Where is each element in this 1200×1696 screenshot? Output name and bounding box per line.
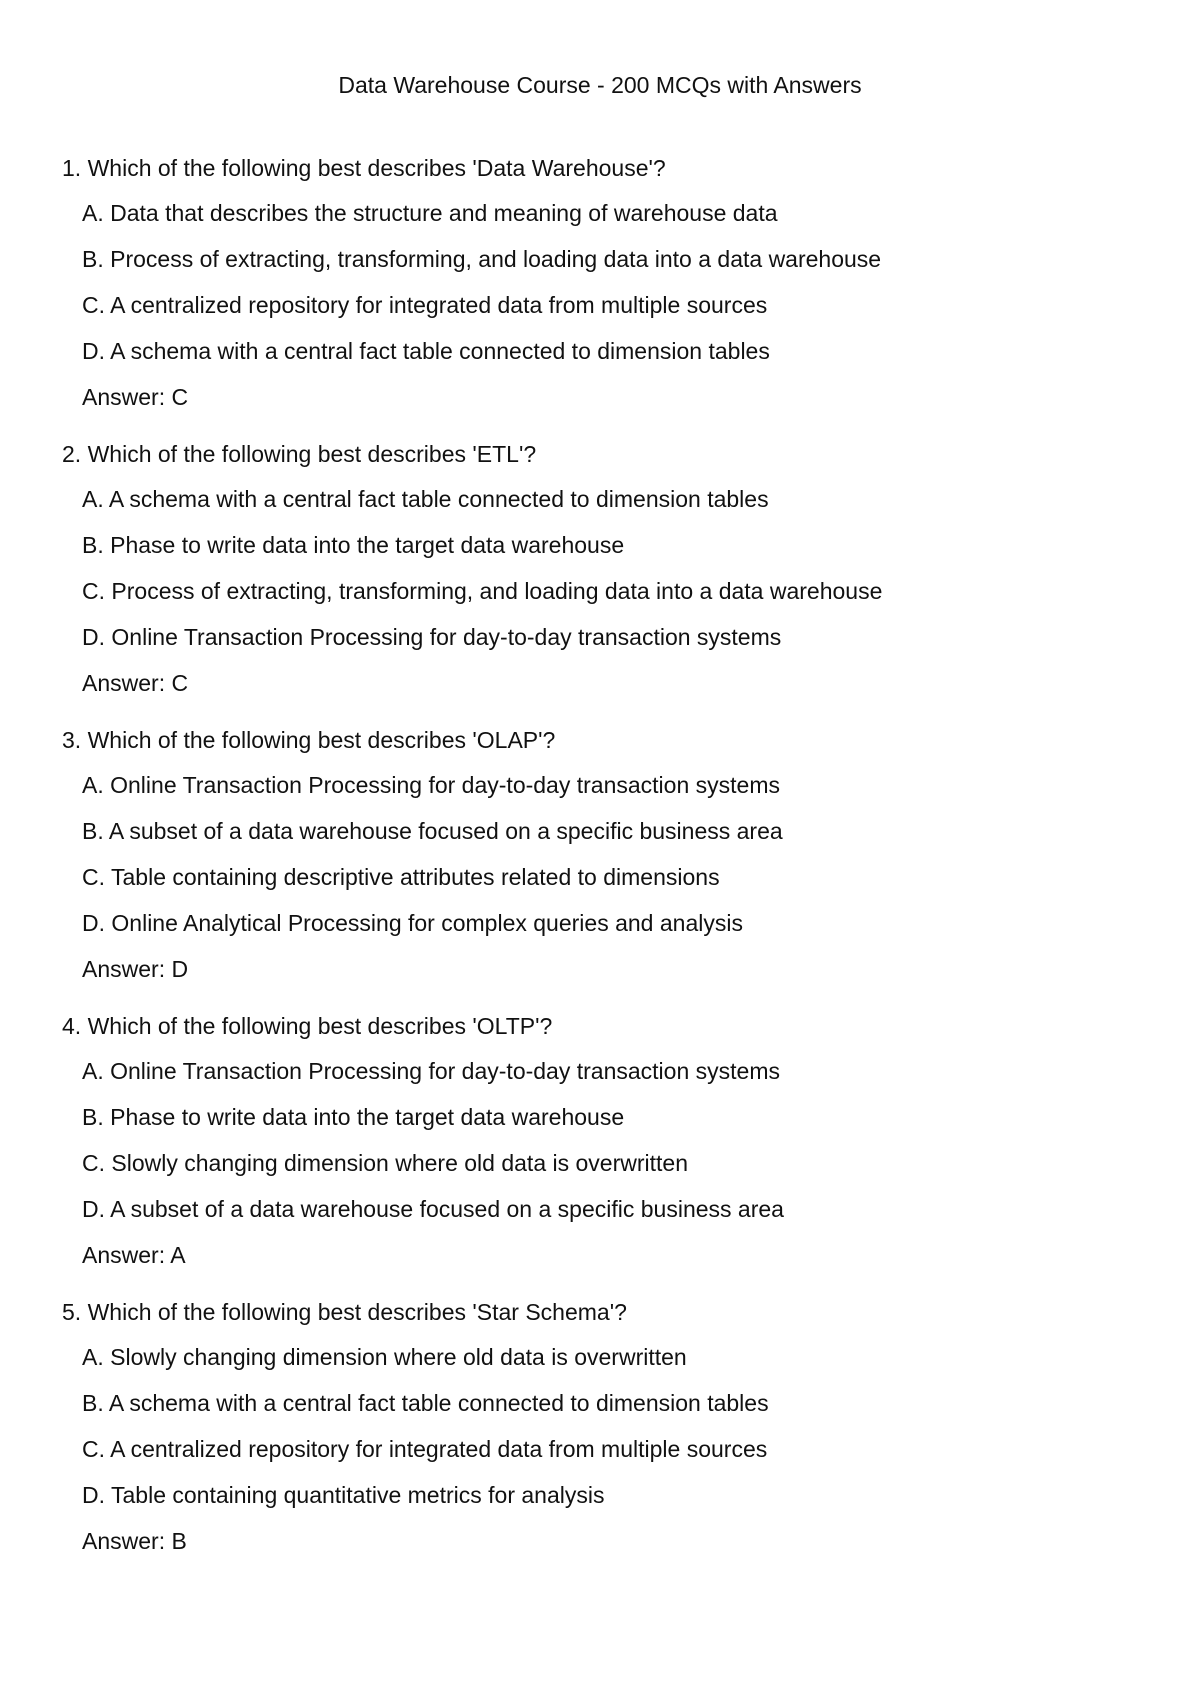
answer-label: Answer : xyxy=(82,956,171,982)
option-d xyxy=(62,336,1162,382)
option-text: Online Transaction Processing for day-to-day transaction systems xyxy=(111,624,782,650)
question-text xyxy=(62,725,1162,770)
option-a xyxy=(62,1342,1162,1388)
option-letter: C . xyxy=(82,864,111,890)
option-text: A schema with a central fact table connected to dimension tables xyxy=(108,1390,769,1416)
option-c xyxy=(62,1434,1162,1480)
option-c xyxy=(62,576,1162,622)
answer-label: Answer : xyxy=(82,384,171,410)
question-list xyxy=(62,153,1162,1583)
option-letter: D . xyxy=(82,338,110,364)
option-letter: B . xyxy=(82,818,109,844)
answer-line xyxy=(62,1526,1162,1572)
question-number: 4 xyxy=(62,1013,75,1039)
question-item xyxy=(62,1011,1162,1297)
answer-value: C xyxy=(171,670,189,696)
answer-line xyxy=(62,668,1162,714)
option-text: A schema with a central fact table connected to dimension tables xyxy=(108,486,769,512)
answer-value: A xyxy=(170,1242,186,1268)
option-letter: A . xyxy=(82,200,110,226)
question-text xyxy=(62,439,1162,484)
question-number: 5 xyxy=(62,1299,75,1325)
option-text: Online Transaction Processing for day-to-day transaction systems xyxy=(110,1058,780,1084)
option-letter: C . xyxy=(82,578,111,604)
answer-line xyxy=(62,954,1162,1000)
page-title: Data Warehouse Course - 200 MCQs with Answers xyxy=(338,72,862,98)
answer-line xyxy=(62,382,1162,428)
option-c xyxy=(62,862,1162,908)
answer-value: B xyxy=(171,1528,187,1554)
option-d xyxy=(62,1480,1162,1526)
option-text: A schema with a central fact table connected to dimension tables xyxy=(110,338,770,364)
option-letter: A . xyxy=(82,1344,110,1370)
option-text: A centralized repository for integrated data from multiple sources xyxy=(110,292,768,318)
option-letter: C . xyxy=(82,1436,110,1462)
option-a xyxy=(62,1056,1162,1102)
question-prompt: Which of the following best describes 'Star Schema'? xyxy=(87,1299,627,1325)
question-prompt: Which of the following best describes 'Data Warehouse'? xyxy=(87,155,666,181)
question-item xyxy=(62,725,1162,1011)
question-item xyxy=(62,153,1162,439)
option-text: Slowly changing dimension where old data is overwritten xyxy=(110,1344,687,1370)
option-letter: A . xyxy=(82,1058,110,1084)
option-letter: D . xyxy=(82,624,111,650)
option-letter: D . xyxy=(82,1196,110,1222)
option-d xyxy=(62,908,1162,954)
option-d xyxy=(62,622,1162,668)
answer-label: Answer : xyxy=(82,1528,171,1554)
question-text xyxy=(62,1297,1162,1342)
question-text xyxy=(62,153,1162,198)
option-text: Online Transaction Processing for day-to-day transaction systems xyxy=(110,772,780,798)
option-letter: B . xyxy=(82,1390,109,1416)
question-item xyxy=(62,1297,1162,1583)
option-letter: D . xyxy=(82,910,111,936)
option-letter: C . xyxy=(82,292,110,318)
answer-value: C xyxy=(171,384,189,410)
option-a xyxy=(62,198,1162,244)
option-c xyxy=(62,1148,1162,1194)
option-text: Online Analytical Processing for complex queries and analysis xyxy=(111,910,743,936)
answer-line xyxy=(62,1240,1162,1286)
answer-label: Answer : xyxy=(82,1242,170,1268)
option-text: Data that describes the structure and meaning of warehouse data xyxy=(110,200,778,226)
option-a xyxy=(62,484,1162,530)
question-number: 2 xyxy=(62,441,75,467)
option-b xyxy=(62,530,1162,576)
option-a xyxy=(62,770,1162,816)
option-letter: B . xyxy=(82,1104,110,1130)
option-letter: B . xyxy=(82,246,110,272)
option-text: A subset of a data warehouse focused on a specific business area xyxy=(110,1196,784,1222)
option-d xyxy=(62,1194,1162,1240)
question-prompt: Which of the following best describes 'ETL'? xyxy=(87,441,537,467)
option-b xyxy=(62,244,1162,290)
answer-value: D xyxy=(171,956,189,982)
answer-label: Answer : xyxy=(82,670,171,696)
question-item xyxy=(62,439,1162,725)
question-prompt: Which of the following best describes 'OLAP'? xyxy=(87,727,556,753)
option-c xyxy=(62,290,1162,336)
question-prompt: Which of the following best describes 'OLTP'? xyxy=(87,1013,553,1039)
option-text: Process of extracting, transforming, and loading data into a data warehouse xyxy=(111,578,883,604)
option-letter: B . xyxy=(82,532,110,558)
option-text: Process of extracting, transforming, and loading data into a data warehouse xyxy=(110,246,882,272)
option-letter: D . xyxy=(82,1482,111,1508)
question-text xyxy=(62,1011,1162,1056)
option-text: A subset of a data warehouse focused on a specific business area xyxy=(108,818,783,844)
option-text: Table containing descriptive attributes related to dimensions xyxy=(111,864,720,890)
option-text: Table containing quantitative metrics for analysis xyxy=(111,1482,605,1508)
option-letter: A . xyxy=(82,772,110,798)
option-letter: A . xyxy=(82,486,109,512)
option-b xyxy=(62,816,1162,862)
question-number: 3 xyxy=(62,727,75,753)
option-letter: C . xyxy=(82,1150,111,1176)
option-text: Slowly changing dimension where old data is overwritten xyxy=(111,1150,688,1176)
option-b xyxy=(62,1102,1162,1148)
option-text: Phase to write data into the target data warehouse xyxy=(110,532,625,558)
option-text: A centralized repository for integrated data from multiple sources xyxy=(110,1436,768,1462)
question-number: 1 xyxy=(62,155,75,181)
option-text: Phase to write data into the target data warehouse xyxy=(110,1104,625,1130)
option-b xyxy=(62,1388,1162,1434)
